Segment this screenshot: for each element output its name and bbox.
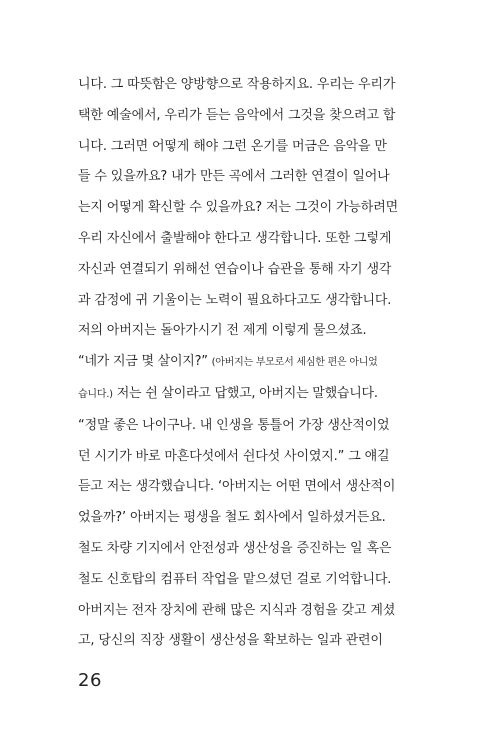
aside-text: 습니다.) xyxy=(78,388,113,400)
text-line: 우리 자신에서 출발해야 한다고 생각합니다. 또한 그렇게 xyxy=(78,230,392,246)
text-line: 과 감정에 귀 기울이는 노력이 필요하다고도 생각합니다. xyxy=(78,292,392,308)
text-line-mixed xyxy=(78,379,408,411)
text-line: 철도 신호탑의 컴퓨터 작업을 맡으셨던 걸로 기억합니다. xyxy=(78,571,392,587)
page-number: 26 xyxy=(78,670,102,691)
text-line: 철도 차량 기지에서 안전성과 생산성을 증진하는 일 혹은 xyxy=(78,540,392,556)
text-line: “정말 좋은 나이구나. 내 인생을 통틀어 가장 생산적이었 xyxy=(78,417,390,433)
text-line: 었을까?’ 아버지는 평생을 철도 회사에서 일하셨거든요. xyxy=(78,510,386,526)
text-line-mixed xyxy=(78,347,408,379)
body-text-segment: 저는 쉰 살이라고 답했고, 아버지는 말했습니다. xyxy=(112,385,378,401)
text-line: 들 수 있을까요? 내가 만든 곡에서 그러한 연결이 일어나 xyxy=(78,169,390,185)
text-line: 택한 예술에서, 우리가 듣는 음악에서 그것을 찾으려고 합 xyxy=(78,107,396,123)
text-line: 아버지는 전자 장치에 관해 많은 지식과 경험을 갖고 계셨 xyxy=(78,602,396,618)
text-line: 던 시기가 바로 마흔다섯에서 쉰다섯 사이였지.” 그 얘길 xyxy=(78,448,390,464)
text-line: 는지 어떻게 확신할 수 있을까요? 저는 그것이 가능하려면 xyxy=(78,200,399,216)
text-line: 저의 아버지는 돌아가시기 전 제게 이렇게 물으셨죠. xyxy=(78,323,367,339)
text-line: 니다. 그 따뜻함은 양방향으로 작용하지요. 우리는 우리가 xyxy=(78,77,396,92)
body-text xyxy=(78,70,408,657)
text-line: 자신과 연결되기 위해선 연습이나 습관을 통해 자기 생각 xyxy=(78,261,392,277)
text-line: 니다. 그러면 어떻게 해야 그런 온기를 머금은 음악을 만 xyxy=(78,138,387,154)
text-line: 고, 당신의 직장 생활이 생산성을 확보하는 일과 관련이 xyxy=(78,633,383,649)
aside-text: (아버지는 부모로서 세심한 편은 아니었 xyxy=(211,357,378,369)
quote-text: “네가 지금 몇 살이지?” xyxy=(78,354,212,370)
text-line: 듣고 저는 생각했습니다. ‘아버지는 어떤 면에서 생산적이 xyxy=(78,479,396,495)
